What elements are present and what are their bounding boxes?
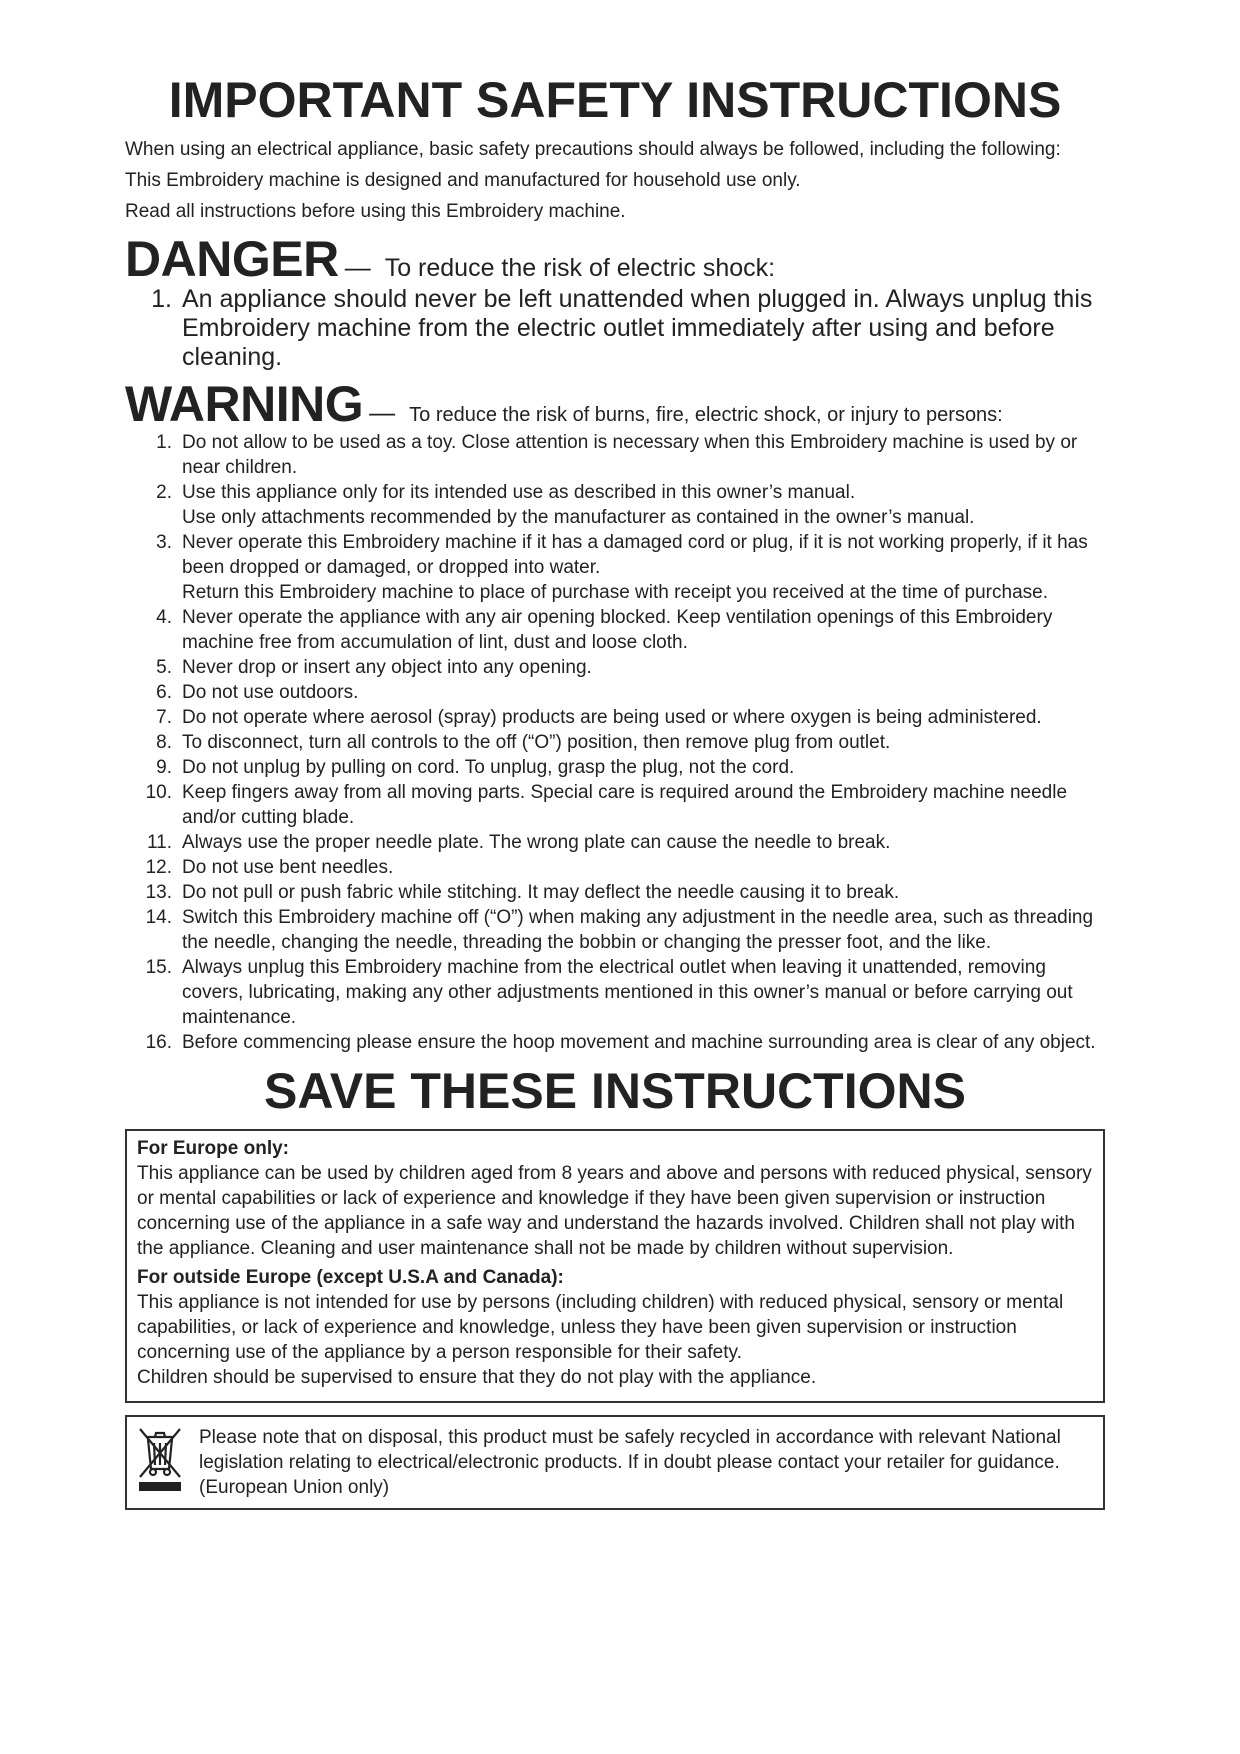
warning-item-number: 4.: [156, 607, 172, 628]
warning-item: [125, 830, 1105, 855]
warning-item-number: 10.: [145, 782, 172, 803]
crossed-out-wheelie-bin-icon: [137, 1425, 183, 1500]
warning-item: [125, 1030, 1105, 1055]
warning-item-text: To disconnect, turn all controls to the off (“O”) position, then remove plug from outlet.: [182, 732, 891, 753]
warning-item: [125, 530, 1105, 605]
warning-item: [125, 780, 1105, 830]
warning-item-number: 7.: [156, 707, 172, 728]
europe-heading: For Europe only:: [137, 1138, 289, 1159]
danger-item-text: An appliance should never be left unattended when plugged in. Always unplug this Embroidery machine from the electric outlet immediately after using and before cleaning.: [182, 285, 1093, 371]
warning-item-text: Never operate this Embroidery machine if it has a damaged cord or plug, if it is not working properly, if it has been dropped or damaged, or dropped into water. Return this Embroidery machine to place of purchase with receipt you received at the time of purchase.: [182, 532, 1088, 603]
danger-item-number: 1.: [151, 285, 172, 313]
warning-item-number: 6.: [156, 682, 172, 703]
outside-europe-heading: For outside Europe (except U.S.A and Canada):: [137, 1267, 564, 1288]
intro-paragraph: This Embroidery machine is designed and manufactured for household use only.: [125, 170, 801, 191]
intro-section: [125, 138, 1105, 224]
warning-item-number: 14.: [145, 907, 172, 928]
warning-item: [125, 905, 1105, 955]
save-instructions-title: SAVE THESE INSTRUCTIONS: [264, 1063, 966, 1119]
warning-item: [125, 880, 1105, 905]
disposal-text: Please note that on disposal, this product must be safely recycled in accordance with relevant National legislation relating to electrical/electronic products. If in doubt please contact your retailer for guidance. (European Union only): [199, 1427, 1061, 1498]
warning-item-text: Keep fingers away from all moving parts. Special care is required around the Embroidery machine needle and/or cutting blade.: [182, 782, 1068, 828]
warning-item-number: 2.: [156, 482, 172, 503]
page-title: IMPORTANT SAFETY INSTRUCTIONS: [168, 72, 1062, 128]
warning-item: [125, 430, 1105, 480]
warning-item-text: Always unplug this Embroidery machine from the electrical outlet when leaving it unattended, removing covers, lubricating, making any other adjustments mentioned in this owner’s manual or before carrying out maintenance.: [182, 957, 1073, 1028]
warning-item-number: 15.: [145, 957, 172, 978]
warning-item: [125, 755, 1105, 780]
warning-item-number: 1.: [156, 432, 172, 453]
warning-item-number: 11.: [146, 832, 172, 853]
danger-header: [125, 233, 1105, 285]
danger-dash: —: [344, 252, 371, 282]
warning-header: [125, 378, 1105, 430]
danger-item: [125, 285, 1105, 372]
warning-item-text: Do not pull or push fabric while stitching. It may deflect the needle causing it to break.: [182, 882, 900, 903]
warning-item-text: Do not unplug by pulling on cord. To unplug, grasp the plug, not the cord.: [182, 757, 795, 778]
warning-item: [125, 730, 1105, 755]
safety-page: [125, 72, 1105, 1510]
warning-item-number: 8.: [156, 732, 172, 753]
warning-subtitle: To reduce the risk of burns, fire, electric shock, or injury to persons:: [409, 404, 1003, 426]
warning-item-text: Never operate the appliance with any air opening blocked. Keep ventilation openings of this Embroidery machine free from accumulation of lint, dust and loose cloth.: [182, 607, 1053, 653]
warning-item-number: 16.: [145, 1032, 172, 1053]
warning-item-number: 9.: [156, 757, 172, 778]
warning-item-text: Use this appliance only for its intended use as described in this owner’s manual. Use only attachments recommended by the manufacturer as contained in the owner’s manual.: [182, 482, 975, 528]
warning-item: [125, 680, 1105, 705]
warning-item: [125, 705, 1105, 730]
warning-item-text: Do not operate where aerosol (spray) products are being used or where oxygen is being administered.: [182, 707, 1042, 728]
outside-europe-text: This appliance is not intended for use by persons (including children) with reduced physical, sensory or mental capabilities, or lack of experience and knowledge, unless they have been given supervision or instruction concerning use of the appliance by a person responsible for their safety. Children should be supervised to ensure that they do not play with the appliance.: [137, 1292, 1064, 1388]
warning-item-text: Never drop or insert any object into any opening.: [182, 657, 592, 678]
danger-list: [125, 285, 1105, 372]
danger-heading: DANGER: [125, 231, 339, 287]
warning-item-text: Switch this Embroidery machine off (“O”) when making any adjustment in the needle area, such as threading the needle, changing the needle, threading the bobbin or changing the presser foot, and the like.: [182, 907, 1094, 953]
warning-item: [125, 655, 1105, 680]
warning-item-number: 5.: [156, 657, 172, 678]
warning-item-text: Do not allow to be used as a toy. Close attention is necessary when this Embroidery machine is used by or near children.: [182, 432, 1078, 478]
warning-dash: —: [369, 397, 396, 427]
warning-item-number: 12.: [145, 857, 172, 878]
warning-item-text: Do not use bent needles.: [182, 857, 394, 878]
warning-item-number: 3.: [156, 532, 172, 553]
warning-list: [125, 430, 1105, 1055]
europe-text: This appliance can be used by children aged from 8 years and above and persons with reduced physical, sensory or mental capabilities or lack of experience and knowledge if they have been given supervision or instruction concerning use of the appliance in a safe way and understand the hazards involved. Children shall not play with the appliance. Cleaning and user maintenance shall not be made by children without supervision.: [137, 1163, 1092, 1259]
warning-item: [125, 480, 1105, 530]
warning-item-text: Always use the proper needle plate. The wrong plate can cause the needle to break.: [182, 832, 891, 853]
warning-item-text: Do not use outdoors.: [182, 682, 359, 703]
intro-paragraph: When using an electrical appliance, basic safety precautions should always be followed, including the following:: [125, 139, 1061, 160]
europe-notice-box: [125, 1129, 1105, 1403]
warning-item-number: 13.: [145, 882, 172, 903]
disposal-notice-box: [125, 1415, 1105, 1510]
warning-item: [125, 955, 1105, 1030]
warning-item-text: Before commencing please ensure the hoop movement and machine surrounding area is clear of any object.: [182, 1032, 1096, 1053]
warning-heading: WARNING: [125, 376, 364, 432]
warning-item: [125, 855, 1105, 880]
warning-item: [125, 605, 1105, 655]
intro-paragraph: Read all instructions before using this Embroidery machine.: [125, 201, 626, 222]
danger-subtitle: To reduce the risk of electric shock:: [384, 254, 776, 282]
